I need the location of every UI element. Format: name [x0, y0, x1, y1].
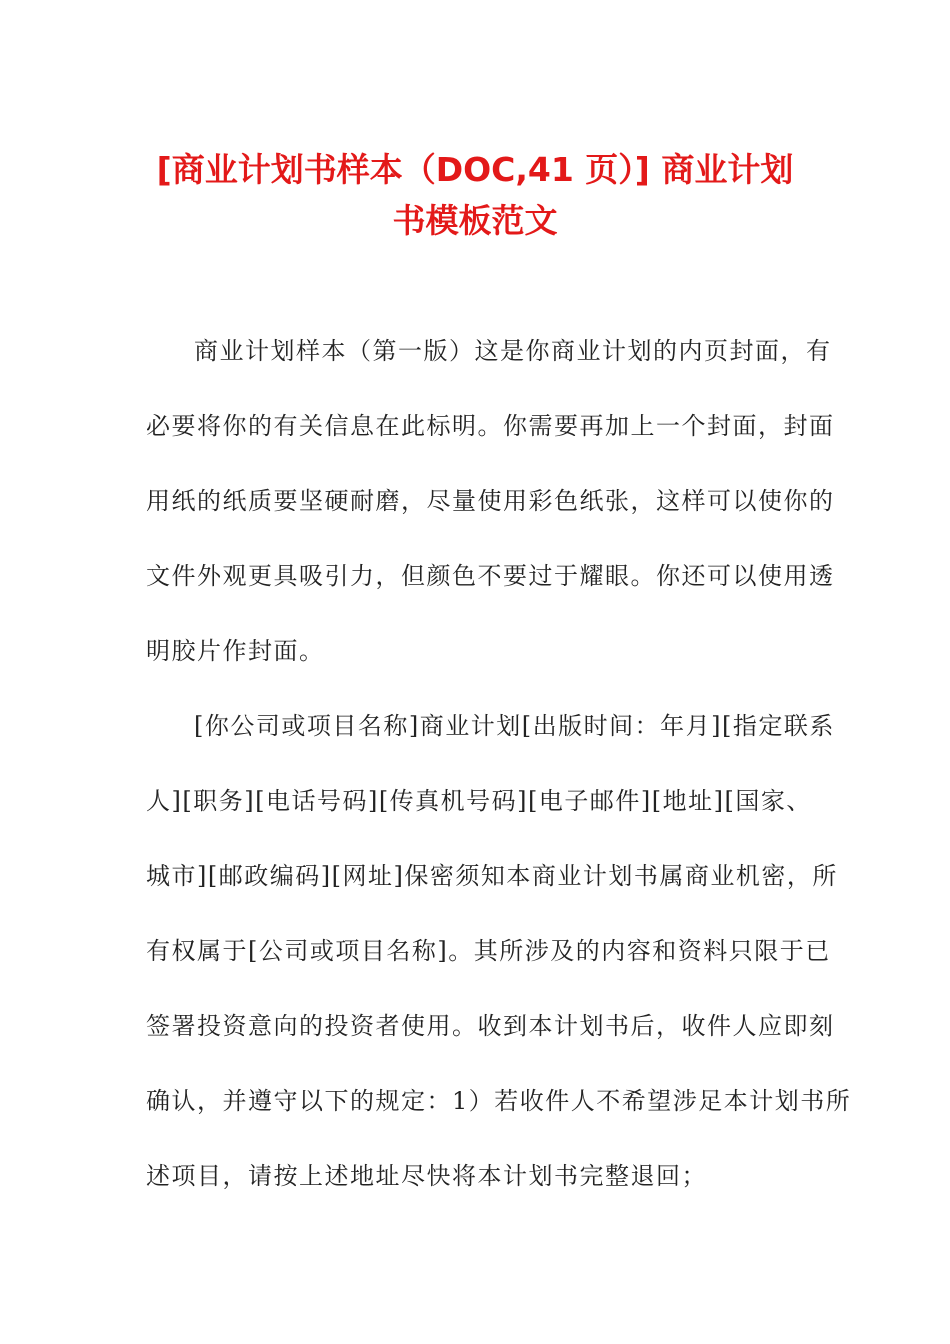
paragraph-line: 签署投资意向的投资者使用。收到本计划书后，收件人应即刻 — [146, 1012, 835, 1040]
paragraph-line: 明胶片作封面。 — [146, 637, 325, 665]
paragraph-cover-notes — [146, 322, 835, 697]
paragraph-confidentiality — [146, 697, 852, 1222]
paragraph-line: 商业计划样本（第一版）这是你商业计划的内页封面，有 — [194, 337, 832, 365]
document-title — [120, 144, 830, 246]
paragraph-line: 文件外观更具吸引力，但颜色不要过于耀眼。你还可以使用透 — [146, 562, 835, 590]
paragraph-line: 人][职务][电话号码][传真机号码][电子邮件][地址][国家、 — [146, 787, 812, 815]
paragraph-line: [你公司或项目名称]商业计划[出版时间：年月][指定联系 — [194, 712, 835, 740]
paragraph-line: 确认，并遵守以下的规定：1）若收件人不希望涉足本计划书所 — [146, 1087, 852, 1115]
title-line: 书模板范文 — [392, 201, 558, 240]
paragraph-line: 用纸的纸质要坚硬耐磨，尽量使用彩色纸张，这样可以使你的 — [146, 487, 835, 515]
paragraph-line: 城市][邮政编码][网址]保密须知本商业计划书属商业机密，所 — [146, 862, 838, 890]
paragraph-line: 必要将你的有关信息在此标明。你需要再加上一个封面，封面 — [146, 412, 835, 440]
paragraph-line: 有权属于[公司或项目名称]。其所涉及的内容和资料只限于已 — [146, 937, 831, 965]
title-line: [商业计划书样本（DOC,41 页）] 商业计划 — [156, 150, 794, 189]
paragraph-line: 述项目，请按上述地址尽快将本计划书完整退回； — [146, 1162, 707, 1190]
document-body — [146, 322, 852, 1222]
